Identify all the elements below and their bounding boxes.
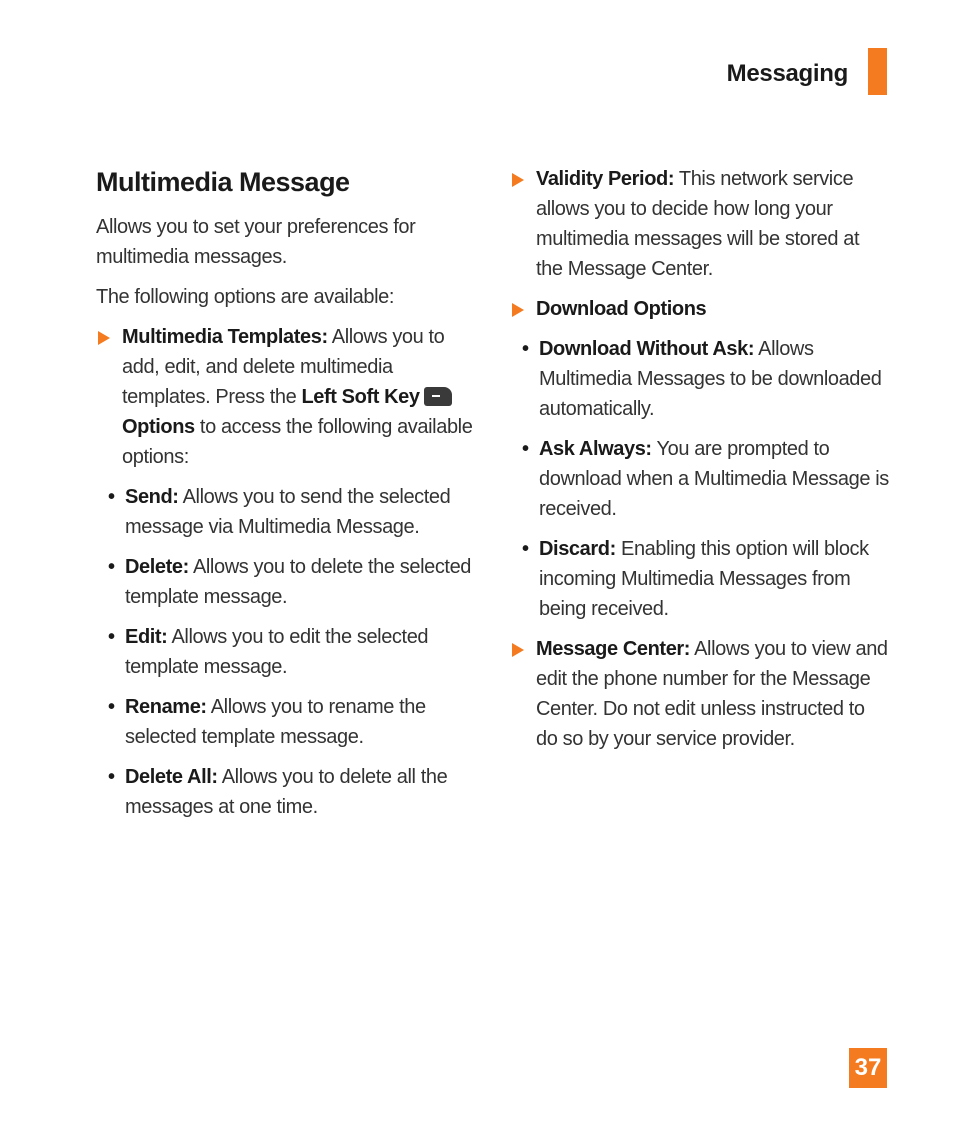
bullet-label: Rename: bbox=[125, 696, 207, 718]
bullet-dot-icon: • bbox=[108, 556, 115, 578]
validity-text: This network service allows you to decide how long your multimedia messages will be stored at the Message Center. bbox=[536, 168, 860, 280]
templates-text2: to access the following available options: bbox=[122, 416, 473, 468]
left-soft-key-icon bbox=[424, 387, 452, 406]
download-options-item bbox=[510, 294, 890, 324]
bullet-label: Ask Always: bbox=[539, 438, 652, 460]
validity-item bbox=[510, 164, 890, 284]
bullet-dot-icon: • bbox=[108, 486, 115, 508]
right-column bbox=[510, 164, 890, 764]
bullet-text: Allows Multimedia Messages to be downloaded automatically. bbox=[539, 338, 882, 420]
page-number: 37 bbox=[849, 1048, 887, 1088]
softkey-label: Left Soft Key bbox=[301, 386, 420, 408]
bullet-label: Delete: bbox=[125, 556, 189, 578]
bullet-dot-icon: • bbox=[108, 766, 115, 788]
list-item bbox=[522, 534, 890, 624]
list-item bbox=[108, 692, 476, 752]
bullet-text: Allows you to rename the selected template message. bbox=[125, 696, 426, 748]
header-accent-bar bbox=[868, 48, 887, 95]
bullet-dot-icon: • bbox=[522, 338, 529, 360]
options-label: Options bbox=[122, 416, 195, 438]
bullet-dot-icon: • bbox=[522, 538, 529, 560]
list-item bbox=[522, 434, 890, 524]
templates-item bbox=[96, 322, 476, 472]
bullet-text: Allows you to delete the selected template message. bbox=[125, 556, 472, 608]
message-center-text: Allows you to view and edit the phone number for the Message Center. Do not edit unless instructed to do so by your service provider. bbox=[536, 638, 888, 750]
arrow-bullet-icon bbox=[512, 303, 524, 317]
arrow-bullet-icon bbox=[512, 173, 524, 187]
bullet-label: Delete All: bbox=[125, 766, 218, 788]
templates-text1: Allows you to add, edit, and delete multimedia templates. Press the bbox=[122, 326, 445, 408]
list-item bbox=[522, 334, 890, 424]
bullet-dot-icon: • bbox=[108, 696, 115, 718]
bullet-label: Send: bbox=[125, 486, 179, 508]
bullet-text: You are prompted to download when a Multimedia Message is received. bbox=[539, 438, 889, 520]
bullet-text: Allows you to delete all the messages at one time. bbox=[125, 766, 448, 818]
bullet-text: Allows you to send the selected message via Multimedia Message. bbox=[125, 486, 451, 538]
list-item bbox=[108, 762, 476, 822]
intro-text: Allows you to set your preferences for multimedia messages. bbox=[96, 216, 416, 268]
bullet-text: Allows you to edit the selected template message. bbox=[125, 626, 429, 678]
list-item bbox=[108, 552, 476, 612]
download-options-label: Download Options bbox=[536, 298, 707, 320]
bullet-label: Download Without Ask: bbox=[539, 338, 755, 360]
bullet-label: Discard: bbox=[539, 538, 616, 560]
left-column bbox=[96, 164, 476, 832]
templates-label: Multimedia Templates: bbox=[122, 326, 328, 348]
available-text: The following options are available: bbox=[96, 286, 395, 308]
section-title: Multimedia Message bbox=[96, 167, 350, 197]
bullet-dot-icon: • bbox=[108, 626, 115, 648]
list-item bbox=[108, 482, 476, 542]
arrow-bullet-icon bbox=[98, 331, 110, 345]
download-options-list bbox=[522, 334, 890, 624]
bullet-dot-icon: • bbox=[522, 438, 529, 460]
validity-label: Validity Period: bbox=[536, 168, 675, 190]
message-center-item bbox=[510, 634, 890, 754]
bullet-text: Enabling this option will block incoming Multimedia Messages from being received. bbox=[539, 538, 869, 620]
message-center-label: Message Center: bbox=[536, 638, 691, 660]
header-section-title: Messaging bbox=[726, 60, 848, 87]
list-item bbox=[108, 622, 476, 682]
bullet-label: Edit: bbox=[125, 626, 168, 648]
arrow-bullet-icon bbox=[512, 643, 524, 657]
template-options-list bbox=[108, 482, 476, 822]
